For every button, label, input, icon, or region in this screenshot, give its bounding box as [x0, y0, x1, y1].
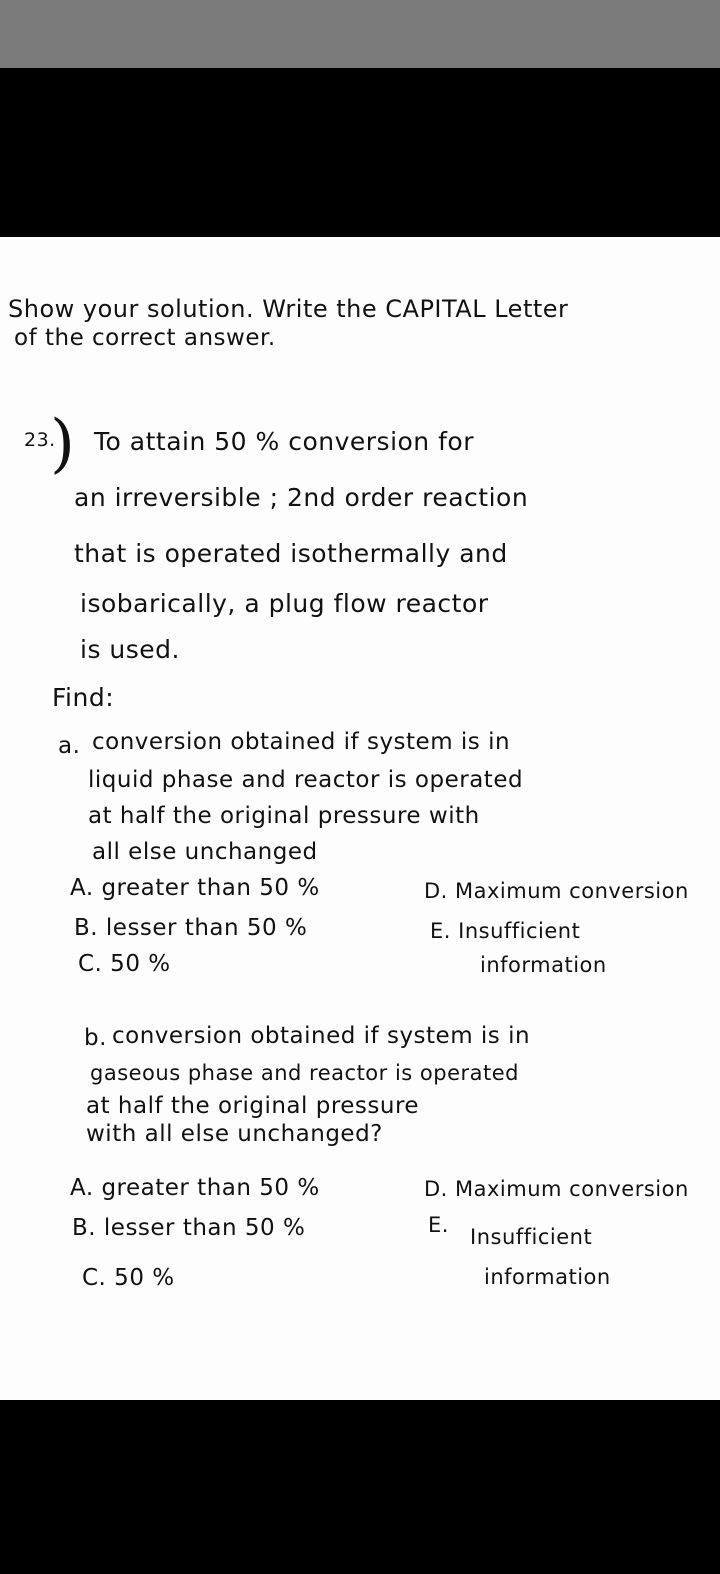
part-b-line-3: at half the original pressure: [86, 1093, 420, 1119]
part-b-choice-e-letter: E.: [428, 1213, 449, 1237]
part-b-line-2: gaseous phase and reactor is operated: [90, 1061, 519, 1085]
part-a-line-3: at half the original pressure with: [88, 803, 480, 829]
instruction-line-1: Show your solution. Write the CAPITAL Letter: [8, 295, 569, 323]
part-b-choice-e-2: information: [484, 1265, 611, 1289]
part-a-choice-e-2: information: [480, 953, 607, 977]
question-line-4: isobarically, a plug flow reactor: [80, 589, 489, 618]
part-a-choice-b: B. lesser than 50 %: [74, 915, 308, 941]
bottom-letterbox: [0, 1400, 720, 1574]
part-a-choice-c: C. 50 %: [78, 951, 171, 977]
part-a-choice-a: A. greater than 50 %: [70, 875, 320, 901]
part-b-line-1: conversion obtained if system is in: [112, 1023, 531, 1049]
question-line-2: an irreversible ; 2nd order reaction: [74, 483, 529, 512]
part-b-choice-a: A. greater than 50 %: [70, 1175, 320, 1201]
find-label: Find:: [52, 683, 115, 712]
part-a-label: a.: [58, 733, 81, 759]
question-line-1: To attain 50 % conversion for: [94, 427, 474, 456]
part-a-choice-d: D. Maximum conversion: [424, 879, 689, 903]
part-b-choice-c: C. 50 %: [82, 1265, 175, 1291]
part-b-choice-e-1: Insufficient: [470, 1225, 593, 1249]
part-b-choice-d: D. Maximum conversion: [424, 1177, 689, 1201]
question-number: 23.: [24, 429, 56, 451]
question-bracket: ): [50, 407, 75, 481]
question-line-3: that is operated isothermally and: [74, 539, 508, 568]
part-a-line-4: all else unchanged: [92, 839, 318, 865]
instruction-line-2: of the correct answer.: [14, 325, 276, 351]
part-b-label: b.: [84, 1025, 107, 1051]
part-b-line-4: with all else unchanged?: [86, 1121, 383, 1147]
part-a-line-2: liquid phase and reactor is operated: [88, 767, 524, 793]
part-a-line-1: conversion obtained if system is in: [92, 729, 511, 755]
part-b-choice-b: B. lesser than 50 %: [72, 1215, 306, 1241]
status-bar: [0, 0, 720, 68]
top-letterbox: [0, 68, 720, 237]
question-line-5: is used.: [80, 635, 180, 664]
part-a-choice-e-1: E. Insufficient: [430, 919, 581, 943]
handwritten-page: [0, 237, 720, 1400]
